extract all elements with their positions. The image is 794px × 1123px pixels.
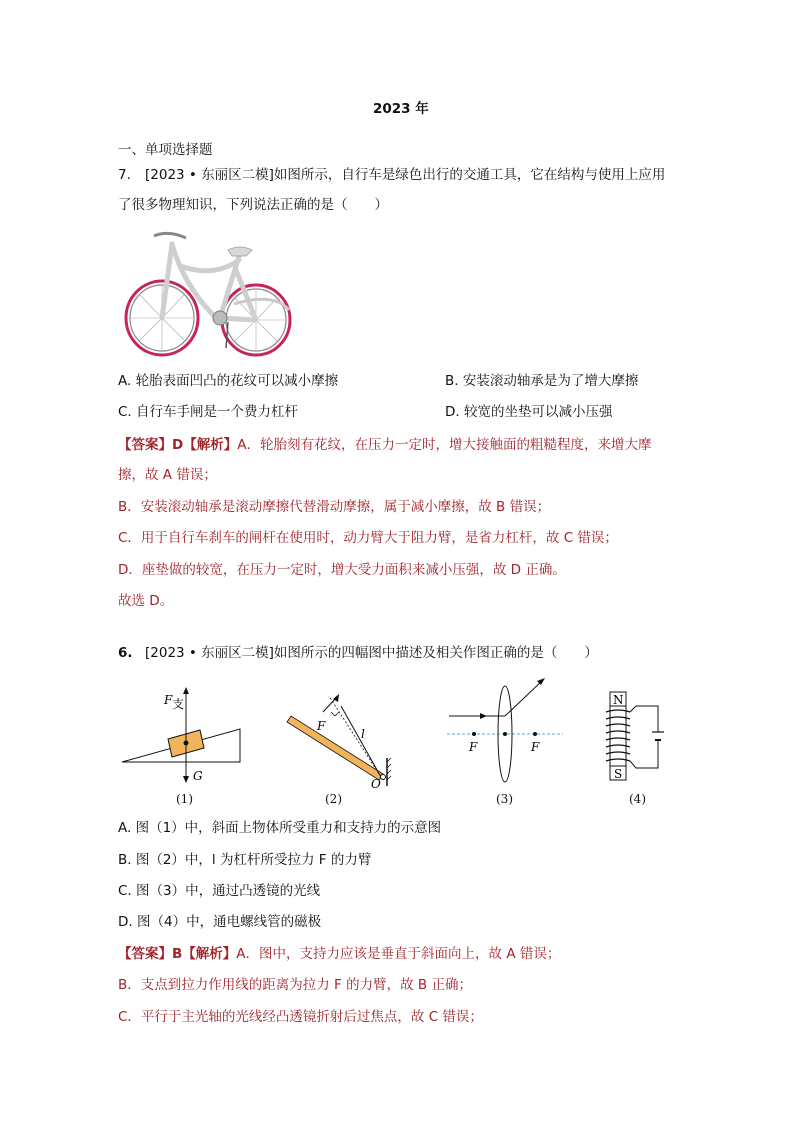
figure-1-incline xyxy=(118,682,248,788)
fig3-focus-left-label: F xyxy=(469,740,478,754)
section-heading: 一、单项选择题 xyxy=(118,142,213,158)
q7-option-c: C. 自行车手闸是一个费力杠杆 xyxy=(118,404,299,420)
q7-option-d: D. 较宽的坐垫可以减小压强 xyxy=(445,404,613,420)
q7-answer-b: B．安装滚动轴承是滚动摩擦代替滑动摩擦，属于减小摩擦，故 B 错误； xyxy=(118,499,551,515)
fig-caption-4: (4) xyxy=(629,792,646,806)
q6-option-c: C. 图（3）中，通过凸透镜的光线 xyxy=(118,883,321,899)
q7-answer-d: D．座垫做的较宽，在压力一定时，增大受力面积来减小压强，故 D 正确。 xyxy=(118,562,566,578)
fig3-focus-right-label: F xyxy=(531,740,540,754)
q6-answer-a: A．图中，支持力应该是垂直于斜面向上，故 A 错误； xyxy=(236,946,561,962)
figure-3-lens xyxy=(445,676,565,786)
q6-answer-b: B．支点到拉力作用线的距离为拉力 F 的力臂，故 B 正确； xyxy=(118,977,472,993)
question-7-stem-line1: [2023 • 东丽区二模]如图所示，自行车是绿色出行的交通工具，它在结构与使用上应用 xyxy=(145,167,666,183)
q7-answer-prefix: 【答案】D【解析】 xyxy=(118,437,238,453)
question-6-number: 6. xyxy=(118,645,133,661)
q6-answer-prefix: 【答案】B【解析】 xyxy=(118,946,237,962)
fig1-support-subscript: 支 xyxy=(172,697,185,711)
figure-2-lever xyxy=(283,688,393,790)
fig-caption-1: (1) xyxy=(176,792,193,806)
q6-answer-line1 xyxy=(118,945,560,963)
figure-4-solenoid xyxy=(596,688,676,784)
q7-option-a: A. 轮胎表面凹凸的花纹可以减小摩擦 xyxy=(118,373,339,389)
q7-option-b: B. 安装滚动轴承是为了增大摩擦 xyxy=(445,373,639,389)
bicycle-image xyxy=(124,226,296,362)
fig4-north-label: N xyxy=(613,693,624,707)
q7-answer-a1: A．轮胎刻有花纹，在压力一定时，增大接触面的粗糙程度，来增大摩 xyxy=(237,437,652,453)
fig-caption-3: (3) xyxy=(496,792,513,806)
question-7-number: 7. xyxy=(118,167,131,183)
fig4-south-label: S xyxy=(614,767,623,781)
q6-option-d: D. 图（4）中，通电螺线管的磁极 xyxy=(118,914,322,930)
question-7-stem-line2: 了很多物理知识，下列说法正确的是（ ） xyxy=(118,197,388,213)
page-title: 2023 年 xyxy=(373,101,429,117)
q7-answer-line1 xyxy=(118,436,651,454)
q7-answer-c: C．用于自行车刹车的闸杆在使用时，动力臂大于阻力臂，是省力杠杆，故 C 错误； xyxy=(118,530,618,546)
q6-option-a: A. 图（1）中，斜面上物体所受重力和支持力的示意图 xyxy=(118,820,442,836)
fig-caption-2: (2) xyxy=(325,792,342,806)
fig2-arm-label: l xyxy=(361,727,365,741)
fig2-pivot-label: O xyxy=(371,777,381,790)
fig1-gravity-label: G xyxy=(193,769,203,783)
q6-option-b: B. 图（2）中，l 为杠杆所受拉力 F 的力臂 xyxy=(118,852,372,868)
q6-answer-c: C．平行于主光轴的光线经凸透镜折射后过焦点，故 C 错误； xyxy=(118,1009,483,1025)
question-6-stem: [2023 • 东丽区二模]如图所示的四幅图中描述及相关作图正确的是（ ） xyxy=(145,645,598,661)
fig2-force-label: F xyxy=(317,719,326,733)
q7-conclusion: 故选 D。 xyxy=(118,593,174,609)
fig1-support-label: F xyxy=(164,693,173,707)
q7-answer-a2: 擦，故 A 错误； xyxy=(118,467,217,483)
